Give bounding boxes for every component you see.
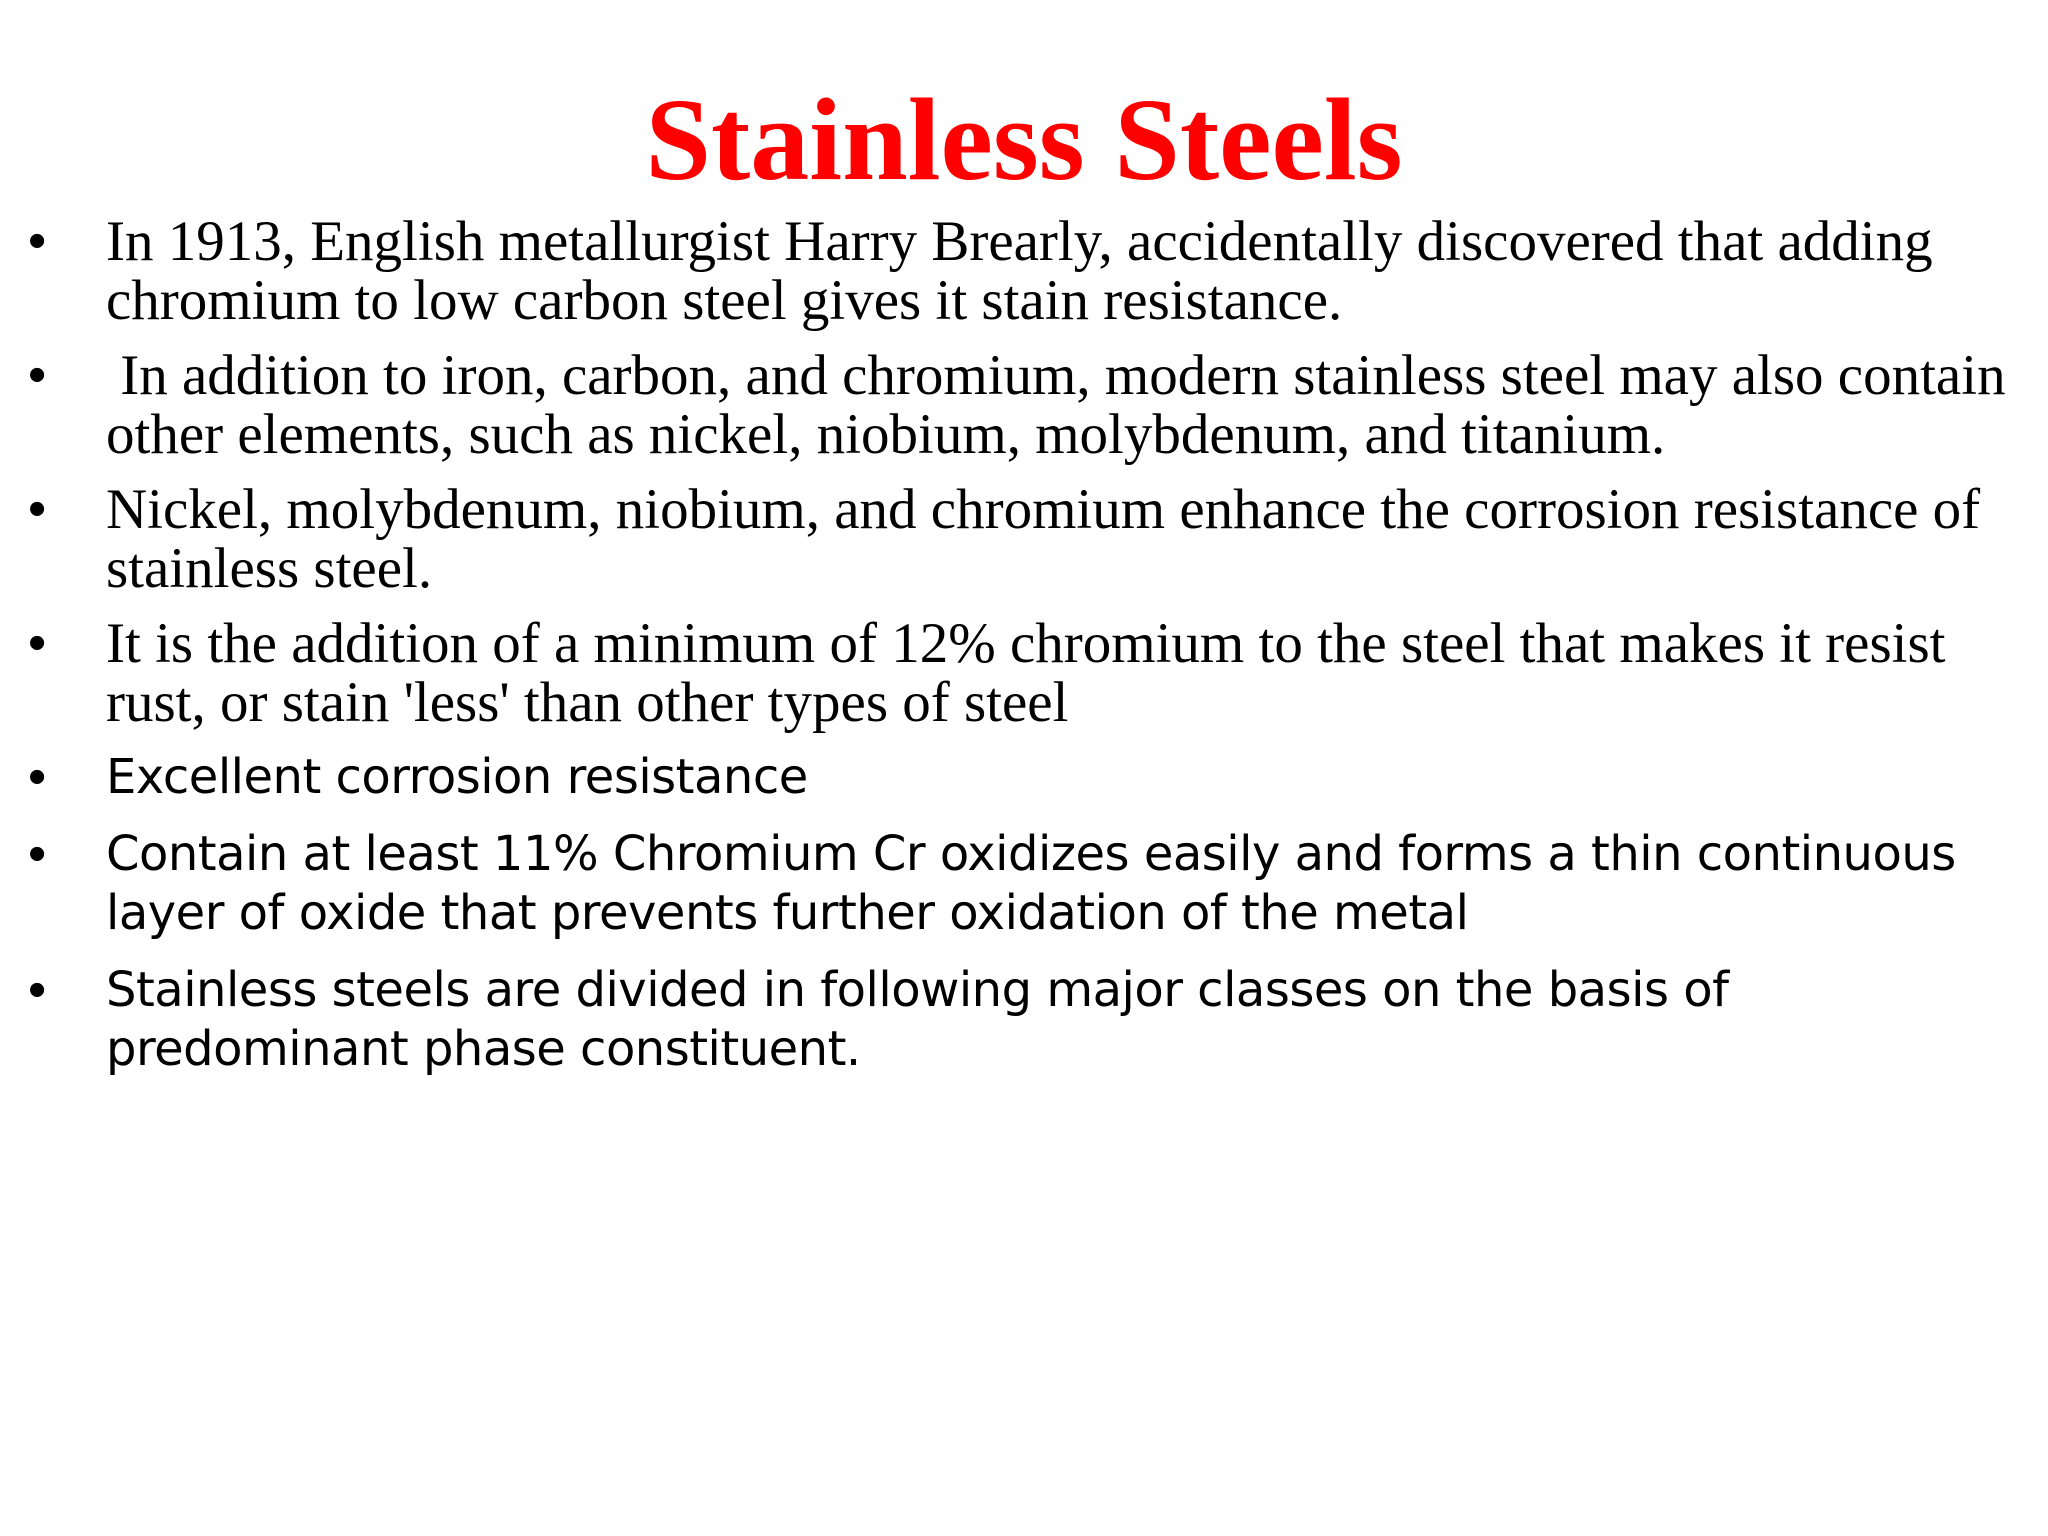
bullet-icon: • (28, 748, 46, 806)
bullet-list (28, 212, 2038, 1097)
bullet-item (28, 961, 2038, 1079)
bullet-icon: • (28, 212, 47, 270)
bullet-text: Stainless steels are divided in following major classes on the basis of predominant phase constituent. (106, 962, 1744, 1077)
bullet-text: It is the addition of a minimum of 12% chromium to the steel that makes it resist rust, or stain 'less' than other types of steel (106, 612, 1960, 734)
bullet-icon: • (28, 825, 46, 883)
bullet-icon: • (28, 346, 47, 404)
bullet-text: Contain at least 11% Chromium Cr oxidizes easily and forms a thin continuous layer of oxide that prevents further oxidation of the metal (106, 826, 1971, 941)
slide-title: Stainless Steels (645, 74, 1403, 205)
bullet-text: In addition to iron, carbon, and chromium, modern stainless steel may also contain other elements, such as nickel, niobium, molybdenum, and titanium. (106, 344, 2020, 466)
bullet-icon: • (28, 614, 47, 672)
bullet-item (28, 480, 2038, 598)
bullet-item (28, 825, 2038, 943)
bullet-text: Nickel, molybdenum, niobium, and chromium enhance the corrosion resistance of stainless steel. (106, 478, 1995, 600)
bullet-icon: • (28, 480, 47, 538)
bullet-icon: • (28, 961, 46, 1019)
bullet-item (28, 346, 2038, 464)
bullet-text: Excellent corrosion resistance (106, 749, 808, 805)
bullet-item (28, 614, 2038, 732)
bullet-item (28, 212, 2038, 330)
bullet-text: In 1913, English metallurgist Harry Brearly, accidentally discovered that adding chromium to low carbon steel gives it stain resistance. (106, 210, 1947, 332)
bullet-item (28, 748, 2038, 807)
